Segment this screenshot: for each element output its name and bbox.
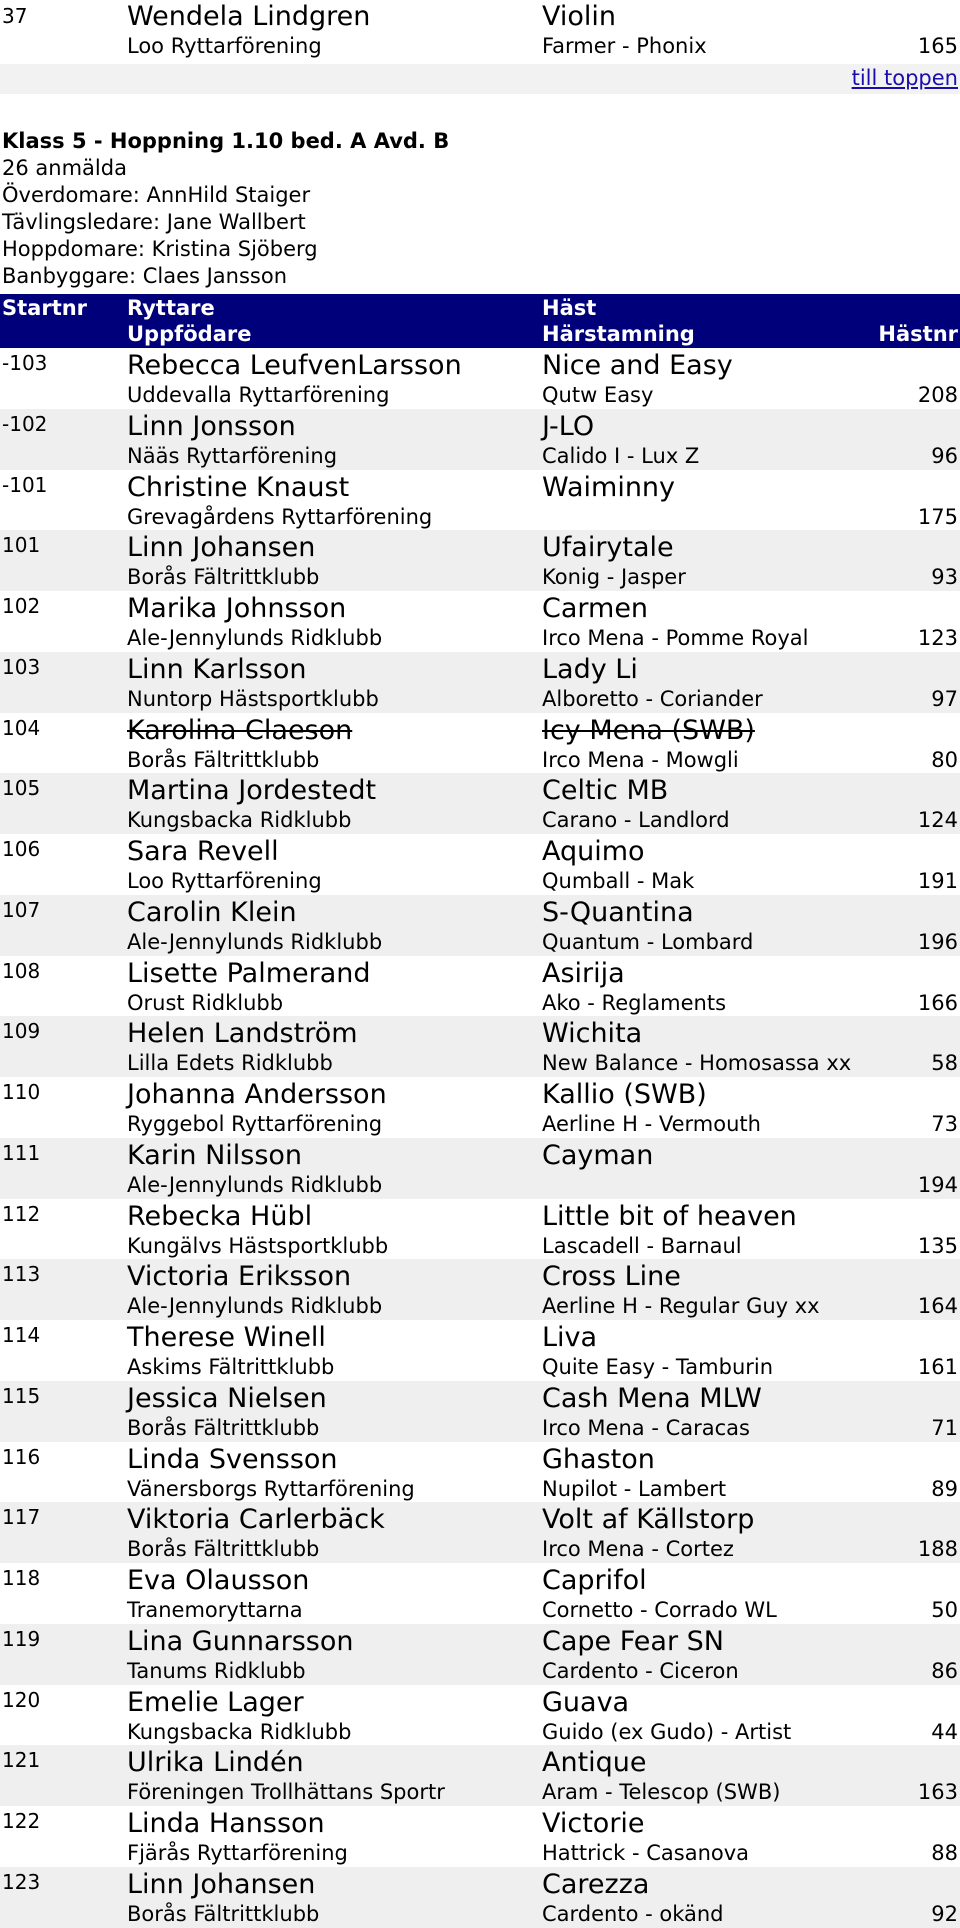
table-row <box>0 1442 960 1503</box>
table-row <box>0 895 960 956</box>
entry-start: 111 <box>2 1140 41 1165</box>
entry-start: 123 <box>2 1869 41 1894</box>
entry-horse: S-Quantina <box>542 896 694 928</box>
entries-count: 26 anmälda <box>2 156 127 180</box>
entry-horse: Volt af Källstorp <box>542 1504 755 1536</box>
entry-start: 119 <box>2 1626 41 1651</box>
entry-rider: Eva Olausson <box>127 1565 310 1596</box>
entry-horse: Cayman <box>542 1139 654 1171</box>
table-row <box>0 1077 960 1138</box>
entry-rider: Viktoria Carlerbäck <box>127 1504 385 1536</box>
entry-horse-no: 123 <box>917 626 958 650</box>
entry-start: 112 <box>2 1201 41 1226</box>
entry-horse: Liva <box>542 1322 598 1353</box>
table-row <box>0 773 960 834</box>
entry-rider: Linda Hansson <box>127 1808 325 1839</box>
entries-list <box>0 348 960 1928</box>
entry-rider: Karolina Claeson <box>127 714 353 746</box>
entry-pedigree: Lascadell - Barnaul <box>542 1233 742 1258</box>
entry-horse-no: 191 <box>917 869 958 893</box>
prev-entry-start: 37 <box>2 4 28 28</box>
entry-horse-no: 96 <box>931 443 958 468</box>
entry-horse: Aquimo <box>542 836 645 867</box>
entry-club: Kungsbacka Ridklubb <box>127 808 352 833</box>
header-horse: Häst <box>542 296 597 320</box>
entry-rider: Johanna Andersson <box>127 1079 387 1110</box>
entry-horse-no: 92 <box>931 1901 958 1926</box>
entry-horse: Kallio (SWB) <box>542 1079 707 1110</box>
competition-leader: Tävlingsledare: Jane Wallbert <box>2 210 306 234</box>
entry-pedigree: Guido (ex Gudo) - Artist <box>542 1719 792 1744</box>
entry-horse: Cape Fear SN <box>542 1625 724 1657</box>
entry-club: Kungsbacka Ridklubb <box>127 1719 352 1744</box>
entry-pedigree: Nupilot - Lambert <box>542 1476 727 1501</box>
table-header <box>0 294 960 348</box>
entry-pedigree: Irco Mena - Cortez <box>542 1537 734 1562</box>
judge: Överdomare: AnnHild Staiger <box>2 183 311 207</box>
entry-club: Vänersborgs Ryttarförening <box>127 1476 415 1501</box>
entry-horse: Celtic MB <box>542 775 669 807</box>
entry-start: -103 <box>2 351 48 375</box>
table-row <box>0 409 960 470</box>
entry-horse-no: 58 <box>931 1051 958 1076</box>
table-row <box>0 1563 960 1624</box>
entry-pedigree: Aram - Telescop (SWB) <box>542 1780 781 1805</box>
entry-pedigree: Alboretto - Coriander <box>542 686 763 711</box>
entry-horse: Carezza <box>542 1868 650 1900</box>
entry-horse: Cross Line <box>542 1261 681 1293</box>
entry-horse-no: 44 <box>931 1719 958 1744</box>
entry-horse: Wichita <box>542 1018 643 1050</box>
back-to-top-link[interactable]: till toppen <box>851 66 958 90</box>
entry-rider: Ulrika Lindén <box>127 1747 304 1779</box>
entry-pedigree: Carano - Landlord <box>542 808 730 833</box>
table-row <box>0 1745 960 1806</box>
entry-horse: Lady Li <box>542 653 638 685</box>
prev-entry-rider: Wendela Lindgren <box>127 1 371 32</box>
entry-horse: J-LO <box>542 410 595 442</box>
entry-club: Tranemoryttarna <box>127 1598 303 1622</box>
entry-rider: Helen Landström <box>127 1018 358 1050</box>
entry-pedigree: Quantum - Lombard <box>542 929 754 954</box>
entry-club: Ale-Jennylunds Ridklubb <box>127 1172 383 1197</box>
class-title: Klass 5 - Hoppning 1.10 bed. A Avd. B <box>2 129 450 153</box>
entry-club: Nuntorp Hästsportklubb <box>127 686 379 711</box>
prev-entry-pedigree: Farmer - Phonix <box>542 34 707 58</box>
entry-horse: Antique <box>542 1747 647 1779</box>
entry-horse-no: 73 <box>931 1112 958 1136</box>
table-row <box>0 1320 960 1381</box>
entry-pedigree: Aerline H - Vermouth <box>542 1112 761 1136</box>
entry-horse: Little bit of heaven <box>542 1200 797 1232</box>
entry-rider: Emelie Lager <box>127 1686 304 1718</box>
entry-rider: Therese Winell <box>127 1322 326 1353</box>
entry-horse-no: 196 <box>917 929 958 954</box>
entry-club: Lilla Edets Ridklubb <box>127 1051 333 1076</box>
entry-start: 109 <box>2 1019 41 1044</box>
entry-club: Uddevalla Ryttarförening <box>127 383 390 407</box>
entry-rider: Karin Nilsson <box>127 1139 303 1171</box>
entry-rider: Jessica Nielsen <box>127 1382 327 1414</box>
entry-horse-no: 164 <box>917 1294 958 1319</box>
entry-club: Ale-Jennylunds Ridklubb <box>127 1294 383 1319</box>
header-start: Startnr <box>2 296 88 320</box>
entry-start: 106 <box>2 837 41 861</box>
entry-club: Borås Fältrittklubb <box>127 1901 320 1926</box>
entry-rider: Linn Johansen <box>127 1868 316 1900</box>
table-row <box>0 1806 960 1867</box>
entry-pedigree: Irco Mena - Mowgli <box>542 747 739 772</box>
table-row <box>0 652 960 713</box>
course-builder: Banbyggare: Claes Jansson <box>2 264 288 288</box>
entry-rider: Victoria Eriksson <box>127 1261 352 1293</box>
table-row <box>0 1138 960 1199</box>
entry-start: 110 <box>2 1080 41 1104</box>
table-row <box>0 591 960 652</box>
entry-club: Borås Fältrittklubb <box>127 1537 320 1562</box>
entry-pedigree: Ako - Reglaments <box>542 990 727 1015</box>
entry-rider: Linn Johansen <box>127 532 316 564</box>
entry-start: 122 <box>2 1809 41 1833</box>
table-row <box>0 1381 960 1442</box>
entry-horse-no: 50 <box>931 1598 958 1622</box>
entry-pedigree: Cardento - okänd <box>542 1901 724 1926</box>
jump-judge: Hoppdomare: Kristina Sjöberg <box>2 237 318 261</box>
entry-club: Föreningen Trollhättans Sportr <box>127 1780 445 1805</box>
entry-rider: Marika Johnsson <box>127 593 347 624</box>
entry-start: 120 <box>2 1687 41 1712</box>
entry-start: 113 <box>2 1262 41 1287</box>
entry-rider: Linda Svensson <box>127 1443 338 1475</box>
entry-start: 117 <box>2 1505 41 1530</box>
table-row <box>0 1624 960 1685</box>
table-row <box>0 348 960 409</box>
entry-start: 105 <box>2 776 41 801</box>
entry-pedigree: Qumball - Mak <box>542 869 695 893</box>
entry-start: 121 <box>2 1748 41 1773</box>
entry-rider: Linn Karlsson <box>127 653 307 685</box>
entry-horse: Caprifol <box>542 1565 647 1596</box>
entry-horse: Ufairytale <box>542 532 674 564</box>
entry-rider: Lina Gunnarsson <box>127 1625 354 1657</box>
entry-horse: Carmen <box>542 593 649 624</box>
entry-start: 102 <box>2 594 41 618</box>
entry-start: -102 <box>2 411 48 436</box>
table-row <box>0 1685 960 1746</box>
entry-club: Ale-Jennylunds Ridklubb <box>127 929 383 954</box>
entry-pedigree: Konig - Jasper <box>542 565 686 590</box>
entry-club: Kungälvs Hästsportklubb <box>127 1233 389 1258</box>
entry-horse-no: 166 <box>917 990 958 1015</box>
header-pedigree: Härstamning <box>542 322 695 346</box>
entry-pedigree: Cardento - Ciceron <box>542 1658 739 1683</box>
entry-rider: Linn Jonsson <box>127 410 296 442</box>
entry-start: 107 <box>2 897 41 922</box>
table-row <box>0 1502 960 1563</box>
table-row <box>0 470 960 531</box>
entry-start: 101 <box>2 533 41 558</box>
entry-club: Fjärås Ryttarförening <box>127 1841 348 1865</box>
entry-start: 118 <box>2 1566 41 1590</box>
entry-pedigree: New Balance - Homosassa xx <box>542 1051 852 1076</box>
entry-rider: Sara Revell <box>127 836 279 867</box>
entry-club: Ryggebol Ryttarförening <box>127 1112 383 1136</box>
table-row <box>0 713 960 774</box>
entry-club: Orust Ridklubb <box>127 990 284 1015</box>
entry-club: Tanums Ridklubb <box>127 1658 306 1683</box>
table-row <box>0 530 960 591</box>
table-row <box>0 1199 960 1260</box>
entry-pedigree: Quite Easy - Tamburin <box>542 1355 774 1379</box>
entry-horse: Guava <box>542 1686 630 1718</box>
entry-club: Borås Fältrittklubb <box>127 1415 320 1440</box>
entry-club: Askims Fältrittklubb <box>127 1355 335 1379</box>
entry-start: -101 <box>2 472 48 497</box>
entry-horse-no: 88 <box>931 1841 958 1865</box>
header-breeder: Uppfödare <box>127 322 252 346</box>
back-to-top-row <box>0 64 960 94</box>
entry-horse-no: 208 <box>917 383 958 407</box>
entry-club: Grevagårdens Ryttarförening <box>127 504 433 529</box>
entry-club: Ale-Jennylunds Ridklubb <box>127 626 383 650</box>
entry-club: Borås Fältrittklubb <box>127 747 320 772</box>
entry-rider: Rebecka Hübl <box>127 1200 313 1232</box>
entry-horse: Ghaston <box>542 1443 655 1475</box>
class-info <box>2 128 449 290</box>
entry-pedigree: Hattrick - Casanova <box>542 1841 750 1865</box>
prev-entry-club: Loo Ryttarförening <box>127 34 322 58</box>
entry-horse-no: 89 <box>931 1476 958 1501</box>
entry-start: 103 <box>2 654 41 679</box>
entry-rider: Martina Jordestedt <box>127 775 377 807</box>
entry-club: Nääs Ryttarförening <box>127 443 338 468</box>
entry-horse-no: 86 <box>931 1658 958 1683</box>
entry-horse-no: 163 <box>917 1780 958 1805</box>
entry-horse: Victorie <box>542 1808 645 1839</box>
table-row <box>0 1259 960 1320</box>
table-row <box>0 956 960 1017</box>
entry-rider: Carolin Klein <box>127 896 297 928</box>
entry-horse: Icy Mena (SWB) <box>542 714 755 746</box>
entry-horse-no: 175 <box>917 504 958 529</box>
table-row <box>0 834 960 895</box>
entry-horse: Nice and Easy <box>542 350 733 381</box>
entry-rider: Lisette Palmerand <box>127 957 371 989</box>
entry-pedigree: Cornetto - Corrado WL <box>542 1598 777 1622</box>
prev-entry-horse-no: 165 <box>917 34 958 58</box>
entry-horse: Asirija <box>542 957 625 989</box>
entry-pedigree: Calido I - Lux Z <box>542 443 700 468</box>
header-rider: Ryttare <box>127 296 215 320</box>
entry-horse-no: 194 <box>917 1172 958 1197</box>
entry-pedigree: Qutw Easy <box>542 383 654 407</box>
entry-club: Loo Ryttarförening <box>127 869 322 893</box>
entry-horse-no: 188 <box>917 1537 958 1562</box>
entry-pedigree: Irco Mena - Pomme Royal <box>542 626 809 650</box>
entry-start: 104 <box>2 715 41 740</box>
entry-pedigree: Aerline H - Regular Guy xx <box>542 1294 820 1319</box>
entry-horse-no: 93 <box>931 565 958 590</box>
table-row <box>0 1016 960 1077</box>
table-row <box>0 1867 960 1928</box>
entry-start: 115 <box>2 1383 41 1408</box>
prev-entry-row <box>0 0 960 64</box>
entry-horse-no: 124 <box>917 808 958 833</box>
entry-rider: Rebecca LeufvenLarsson <box>127 350 462 381</box>
entry-horse-no: 97 <box>931 686 958 711</box>
entry-rider: Christine Knaust <box>127 471 350 503</box>
entry-horse-no: 80 <box>931 747 958 772</box>
header-horse-no: Hästnr <box>878 322 958 346</box>
entry-start: 108 <box>2 958 41 983</box>
entry-start: 114 <box>2 1323 41 1347</box>
entry-horse-no: 135 <box>917 1233 958 1258</box>
entry-club: Borås Fältrittklubb <box>127 565 320 590</box>
entry-horse: Waiminny <box>542 471 676 503</box>
entry-horse-no: 71 <box>931 1415 958 1440</box>
entry-pedigree: Irco Mena - Caracas <box>542 1415 750 1440</box>
prev-entry-horse: Violin <box>542 1 617 32</box>
entry-horse: Cash Mena MLW <box>542 1382 762 1414</box>
entry-horse-no: 161 <box>917 1355 958 1379</box>
entry-start: 116 <box>2 1444 41 1469</box>
